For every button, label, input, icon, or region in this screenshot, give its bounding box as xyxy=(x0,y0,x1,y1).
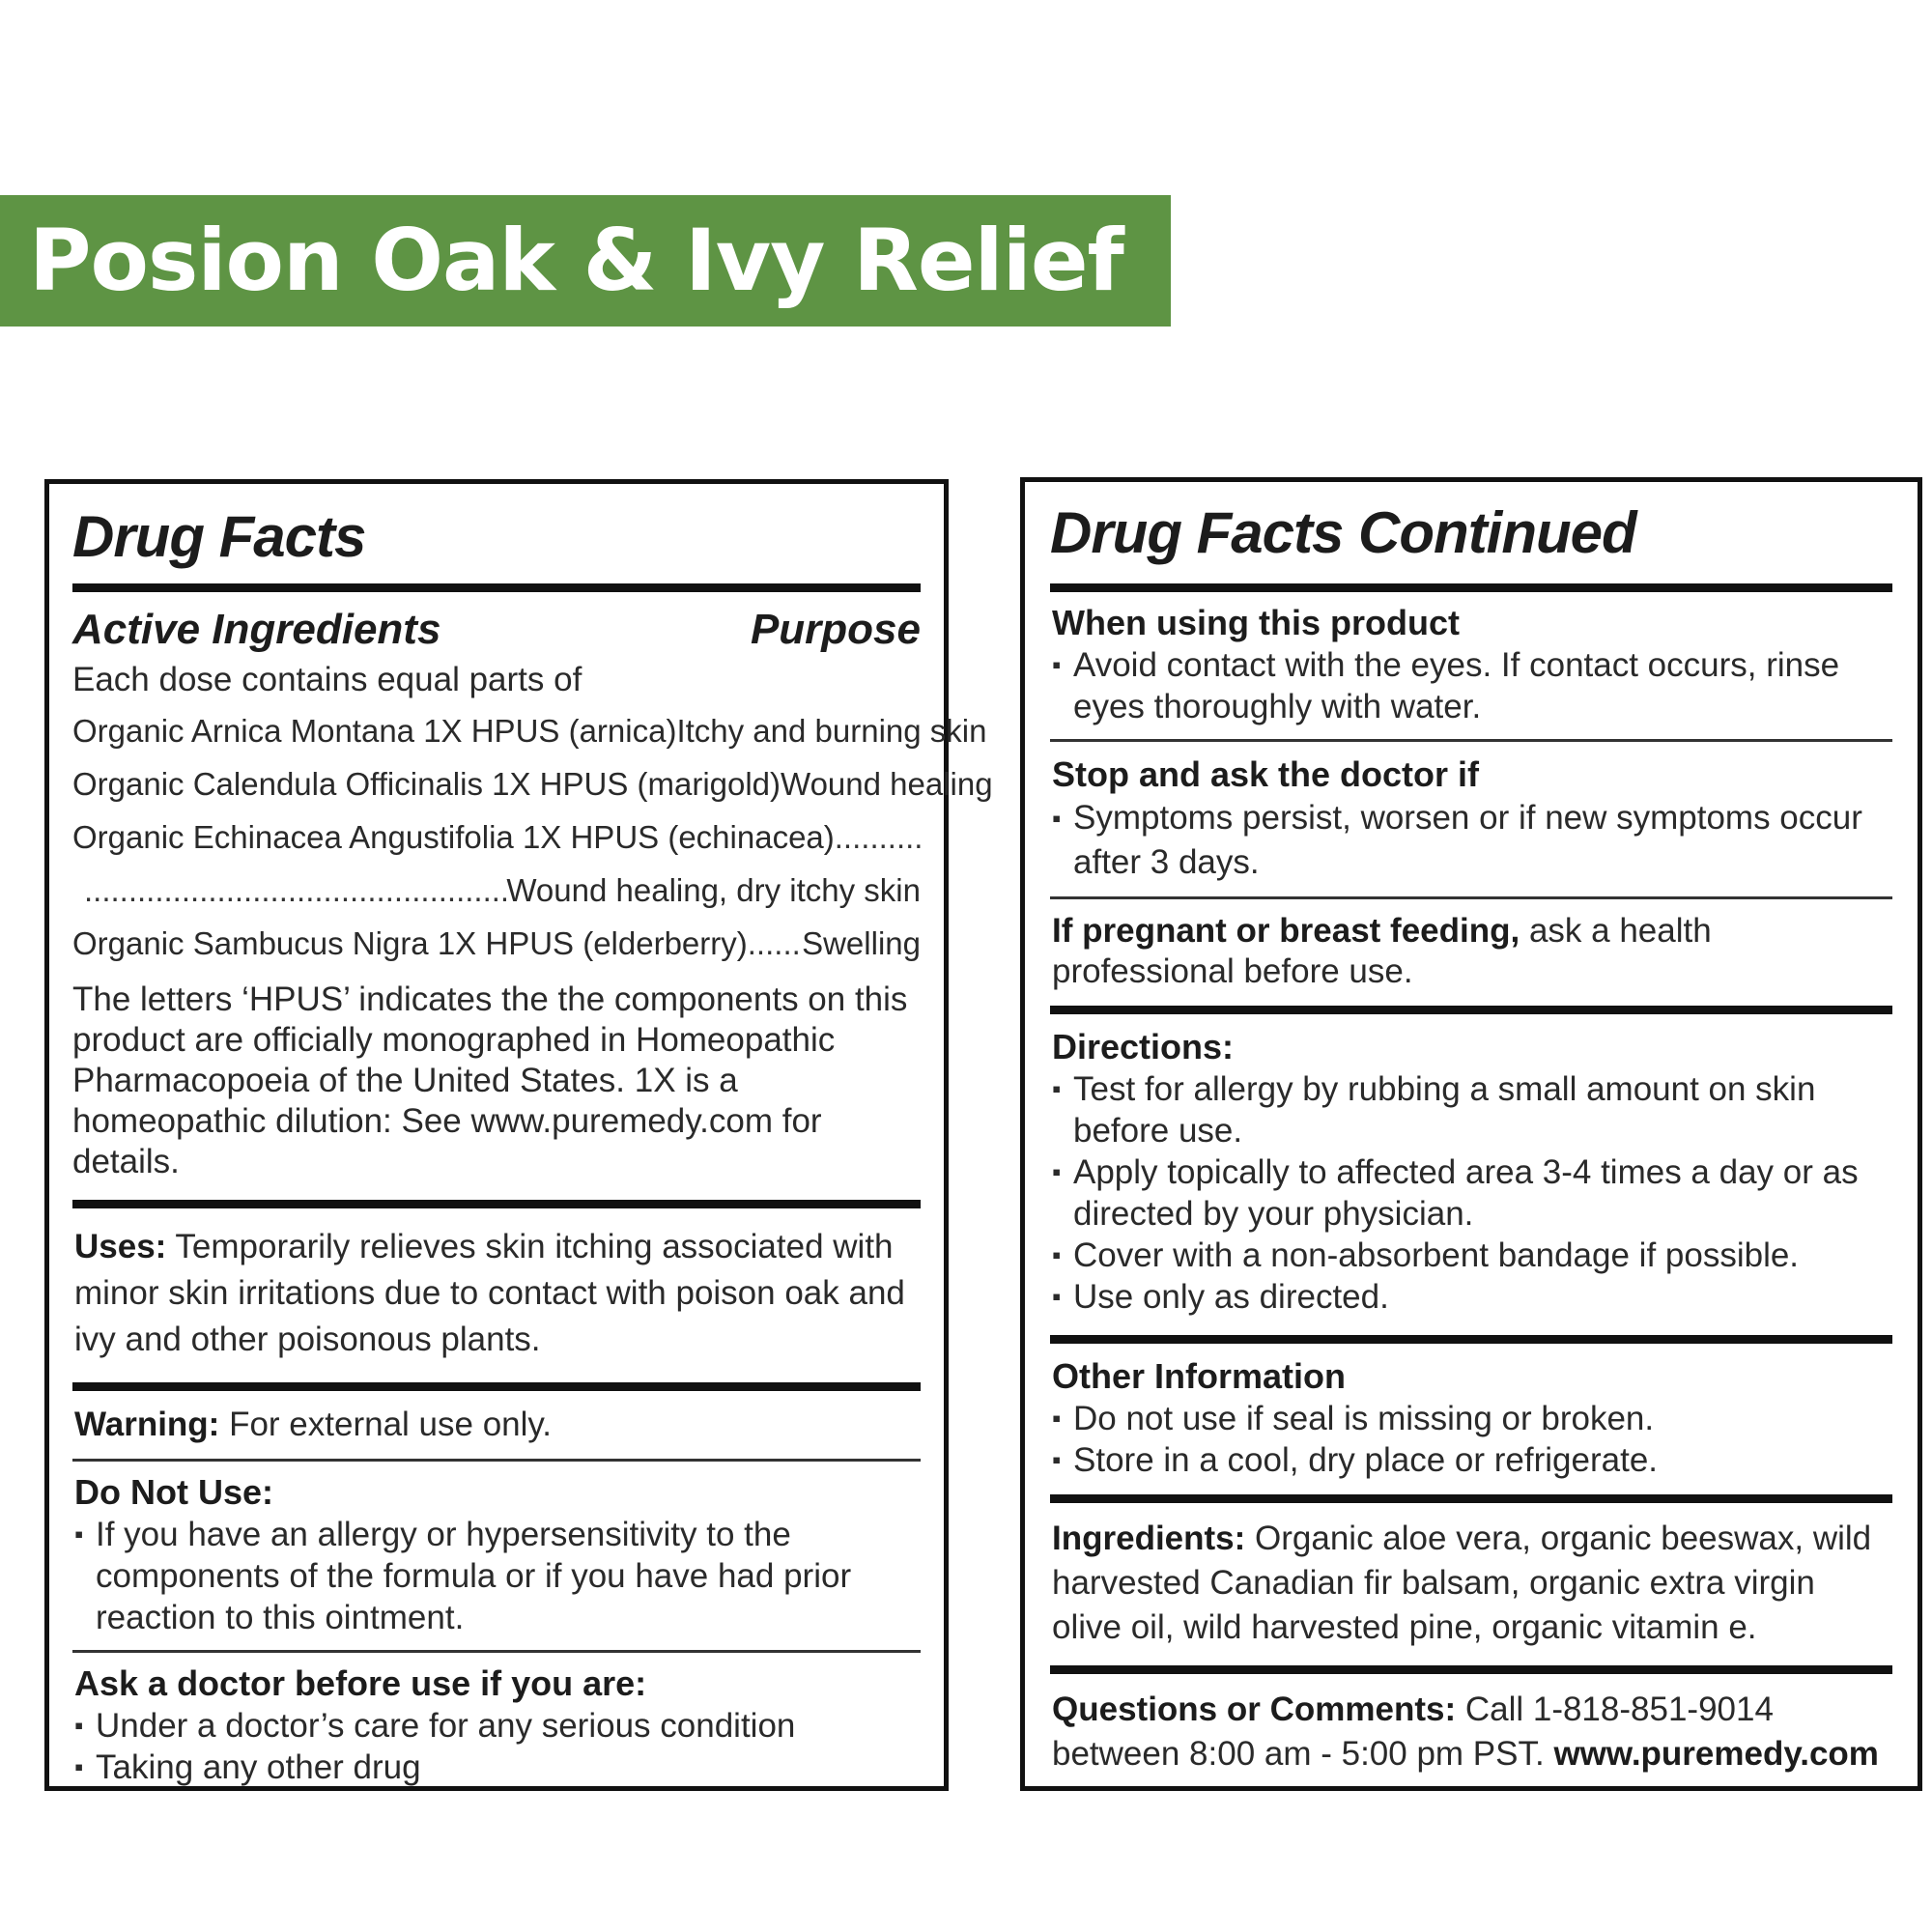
ingredient-purpose: Wound healing xyxy=(781,766,993,802)
divider xyxy=(1050,1335,1892,1344)
purpose-heading: Purpose xyxy=(750,606,921,653)
product-title: Posion Oak & Ivy Relief xyxy=(29,211,1123,310)
ask-doctor-heading: Ask a doctor before use if you are: xyxy=(74,1663,647,1703)
ingredient-purpose: Swelling xyxy=(802,925,921,961)
questions-section xyxy=(1050,1674,1892,1788)
warning-label: Warning: xyxy=(74,1406,220,1443)
ingredient-purpose: Wound healing, dry itchy skin xyxy=(506,872,921,908)
uses-section xyxy=(72,1208,921,1382)
ingredient-row xyxy=(72,757,993,810)
do-not-use-heading: Do Not Use: xyxy=(74,1472,273,1512)
directions-item: ▪ Apply topically to affected area 3-4 times a day or as directed by your physician. xyxy=(1052,1151,1890,1235)
warning-section xyxy=(72,1391,921,1459)
ingredients-section xyxy=(1050,1503,1892,1665)
ask-doctor-section xyxy=(72,1653,921,1800)
ingredient-row xyxy=(72,704,987,757)
other-info-item: ▪ Store in a cool, dry place or refrigerate. xyxy=(1052,1439,1890,1481)
ingredient-row xyxy=(72,917,921,970)
ingredient-name: Organic Arnica Montana 1X HPUS (arnica) xyxy=(72,713,677,749)
directions-heading: Directions: xyxy=(1052,1027,1235,1066)
divider xyxy=(1050,1665,1892,1674)
pregnant-label: If pregnant or breast feeding, xyxy=(1052,912,1520,950)
directions-item: ▪ Test for allergy by rubbing a small amount on skin before use. xyxy=(1052,1068,1890,1151)
ingredient-purpose: Itchy and burning skin xyxy=(676,713,987,749)
warning-text: For external use only. xyxy=(219,1406,553,1443)
other-info-item: ▪ Do not use if seal is missing or broken. xyxy=(1052,1398,1890,1439)
divider xyxy=(1050,583,1892,592)
directions-item: ▪ Use only as directed. xyxy=(1052,1276,1890,1318)
drug-facts-continued-panel xyxy=(1020,477,1922,1791)
other-info-section xyxy=(1050,1344,1892,1494)
ingredients-text: Organic aloe vera, organic beeswax, wild harvested Canadian fir balsam, organic extra virgin olive oil, wild harvested pine, organic vitamin e. xyxy=(1052,1520,1872,1646)
drug-facts-panel xyxy=(44,479,993,1791)
other-info-heading: Other Information xyxy=(1052,1356,1346,1396)
ask-doctor-item: ▪ Under a doctor’s care for any serious condition xyxy=(74,1705,919,1747)
stop-heading: Stop and ask the doctor if xyxy=(1052,754,1480,794)
uses-text: Temporarily relieves skin itching associated with minor skin irritations due to contact with poison oak and ivy and other poisonous plants. xyxy=(74,1228,905,1358)
active-ingredients-heading: Active Ingredients xyxy=(72,606,441,653)
pregnant-section xyxy=(1050,899,1892,1006)
ingredient-list xyxy=(72,704,993,970)
divider xyxy=(72,1200,921,1208)
stop-item: ▪ Symptoms persist, worsen or if new symptoms occur after 3 days. xyxy=(1052,796,1890,885)
uses-label: Uses: xyxy=(74,1228,167,1265)
ingredient-name: Organic Sambucus Nigra 1X HPUS (elderberry) xyxy=(72,925,748,961)
ingredient-name: Organic Calendula Officinalis 1X HPUS (marigold) xyxy=(72,766,781,802)
divider xyxy=(72,583,921,592)
ingredients-label: Ingredients: xyxy=(1052,1520,1246,1557)
divider xyxy=(1050,1494,1892,1503)
ingredient-row xyxy=(72,864,921,917)
questions-label: Questions or Comments: xyxy=(1052,1690,1457,1728)
divider xyxy=(72,1382,921,1391)
when-using-heading: When using this product xyxy=(1052,603,1460,642)
website-link[interactable]: www.puremedy.com xyxy=(1553,1735,1879,1773)
directions-item: ▪ Cover with a non-absorbent bandage if possible. xyxy=(1052,1235,1890,1276)
panel-title: Drug Facts Continued xyxy=(1050,500,1636,565)
panel-title: Drug Facts xyxy=(72,504,366,569)
ingredient-name: Organic Echinacea Angustifolia 1X HPUS (echinacea) xyxy=(72,819,835,855)
stop-section xyxy=(1050,742,1892,896)
do-not-use-section xyxy=(72,1462,921,1650)
ingredient-row xyxy=(72,810,921,864)
divider xyxy=(1050,1006,1892,1014)
title-banner xyxy=(0,195,1171,327)
pregnant-text: ask a health professional before use. xyxy=(1052,912,1712,990)
directions-section xyxy=(1050,1014,1892,1335)
when-using-section xyxy=(1050,592,1892,739)
ask-doctor-item: ▪ Taking any other drug xyxy=(74,1747,919,1788)
questions-text: Call 1-818-851-9014 between 8:00 am - 5:00 pm PST. xyxy=(1052,1690,1774,1773)
do-not-use-item: ▪ If you have an allergy or hypersensitivity to the components of the formula or if you have had prior reaction to this ointment. xyxy=(74,1514,919,1638)
hpus-note: The letters ‘HPUS’ indicates the the components on this product are officially monographed in Homeopathic Pharmacopoeia of the United States. 1X is a homeopathic dilution: See www.puremedy.com for details. xyxy=(72,980,908,1180)
active-ingredients-header xyxy=(72,606,921,654)
when-using-item: ▪ Avoid contact with the eyes. If contact occurs, rinse eyes thoroughly with water. xyxy=(1052,644,1890,727)
dose-intro: Each dose contains equal parts of xyxy=(72,661,582,698)
